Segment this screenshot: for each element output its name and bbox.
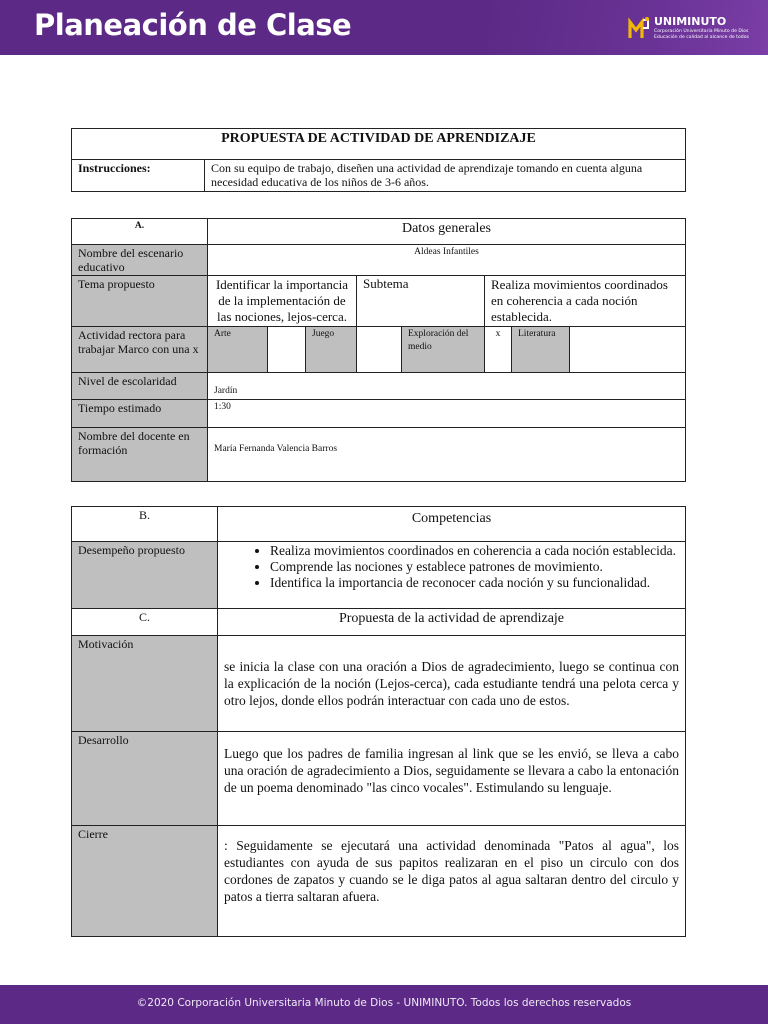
level-label: Nivel de escolaridad (72, 373, 208, 400)
section-b-letter: B. (72, 507, 218, 542)
level-value: Jardín (208, 373, 686, 400)
page-title: Planeación de Clase (34, 8, 352, 42)
proposal-heading: PROPUESTA DE ACTIVIDAD DE APRENDIZAJE (72, 129, 686, 160)
scenario-label: Nombre del escenario educativo (72, 245, 208, 276)
activity-option-mark: x (485, 327, 512, 373)
activity-option-mark (268, 327, 306, 373)
section-c-title: Propuesta de la actividad de aprendizaje (218, 609, 686, 636)
section-a-letter: A. (72, 219, 208, 245)
general-data-table (71, 218, 686, 482)
footer-bar (0, 985, 768, 1024)
logo-slogan: Educación de calidad al alcance de todos (654, 35, 749, 40)
instructions-label: Instrucciones: (72, 160, 205, 192)
logo-name: UNIMINUTO (654, 15, 727, 28)
subtopic-label: Subtema (357, 276, 485, 327)
topic-value: Identificar la importancia de la implementación de las nociones, lejos-cerca. (208, 276, 357, 327)
logo-tagline: Corporación Universitaria Minuto de Dios (654, 29, 749, 34)
closing-label: Cierre (72, 826, 218, 937)
motivation-text: se inicia la clase con una oración a Dios de agradecimiento, luego se continua con la explicación de la noción (Lejos-cerca), cada estudiante tendrá una pelota cerca y otro lejos, donde ellos podrán interactuar con cada uno de estos. (218, 636, 686, 732)
list-item: • Realiza movimientos coordinados en coherencia a cada noción establecida. (270, 543, 679, 559)
scenario-value: Aldeas Infantiles (208, 245, 686, 276)
activity-option-mark (570, 327, 686, 373)
uniminuto-logo (628, 14, 758, 44)
activity-option-mark (357, 327, 402, 373)
activity-option-name: Arte (208, 327, 268, 373)
development-text: Luego que los padres de familia ingresan al link que se les envió, se lleva a cabo una oración de agradecimiento a Dios, seguidamente se llevara a cabo la entonación de un poema denominado "las cinco vocales". Estimulando su lenguaje. (218, 732, 686, 826)
time-label: Tiempo estimado (72, 400, 208, 428)
time-value: 1:30 (208, 400, 686, 428)
logo-mark-icon (628, 16, 650, 40)
activity-label: Actividad rectora para trabajar Marco con una x (72, 327, 208, 373)
section-b-title: Competencias (218, 507, 686, 542)
topic-label: Tema propuesto (72, 276, 208, 327)
section-a-title: Datos generales (208, 219, 686, 245)
list-item: • Comprende las nociones y establece patrones de movimiento. (270, 559, 679, 575)
section-c-letter: C. (72, 609, 218, 636)
instructions-text: Con su equipo de trabajo, diseñen una actividad de aprendizaje tomando en cuenta alguna necesidad educativa de los niños de 3-6 años. (205, 160, 686, 192)
list-item: • Identifica la importancia de reconocer cada noción y su funcionalidad. (270, 575, 679, 591)
activity-option-name: Exploración del medio (402, 327, 485, 373)
performance-label: Desempeño propuesto (72, 542, 218, 609)
motivation-label: Motivación (72, 636, 218, 732)
activity-option-name: Juego (306, 327, 357, 373)
development-label: Desarrollo (72, 732, 218, 826)
footer-copyright: ©2020 Corporación Universitaria Minuto de Dios - UNIMINUTO. Todos los derechos reservados (136, 997, 632, 1009)
competencies-table (71, 506, 686, 937)
teacher-label: Nombre del docente en formación (72, 428, 208, 482)
closing-text: : Seguidamente se ejecutará una actividad denominada "Patos al agua", los estudiantes con ayuda de sus papitos realizaran en el piso un circulo con dos cordones de zapatos y cuando se le diga patos al agua saltaran dentro del circulo y patos a tierra saltaran afuera. (218, 826, 686, 937)
subtopic-value: Realiza movimientos coordinados en coherencia a cada noción establecida. (485, 276, 686, 327)
activity-option-name: Literatura (512, 327, 570, 373)
header-bar (0, 0, 768, 55)
performance-list (270, 543, 679, 591)
teacher-value: María Fernanda Valencia Barros (208, 428, 686, 482)
proposal-table (71, 128, 686, 192)
